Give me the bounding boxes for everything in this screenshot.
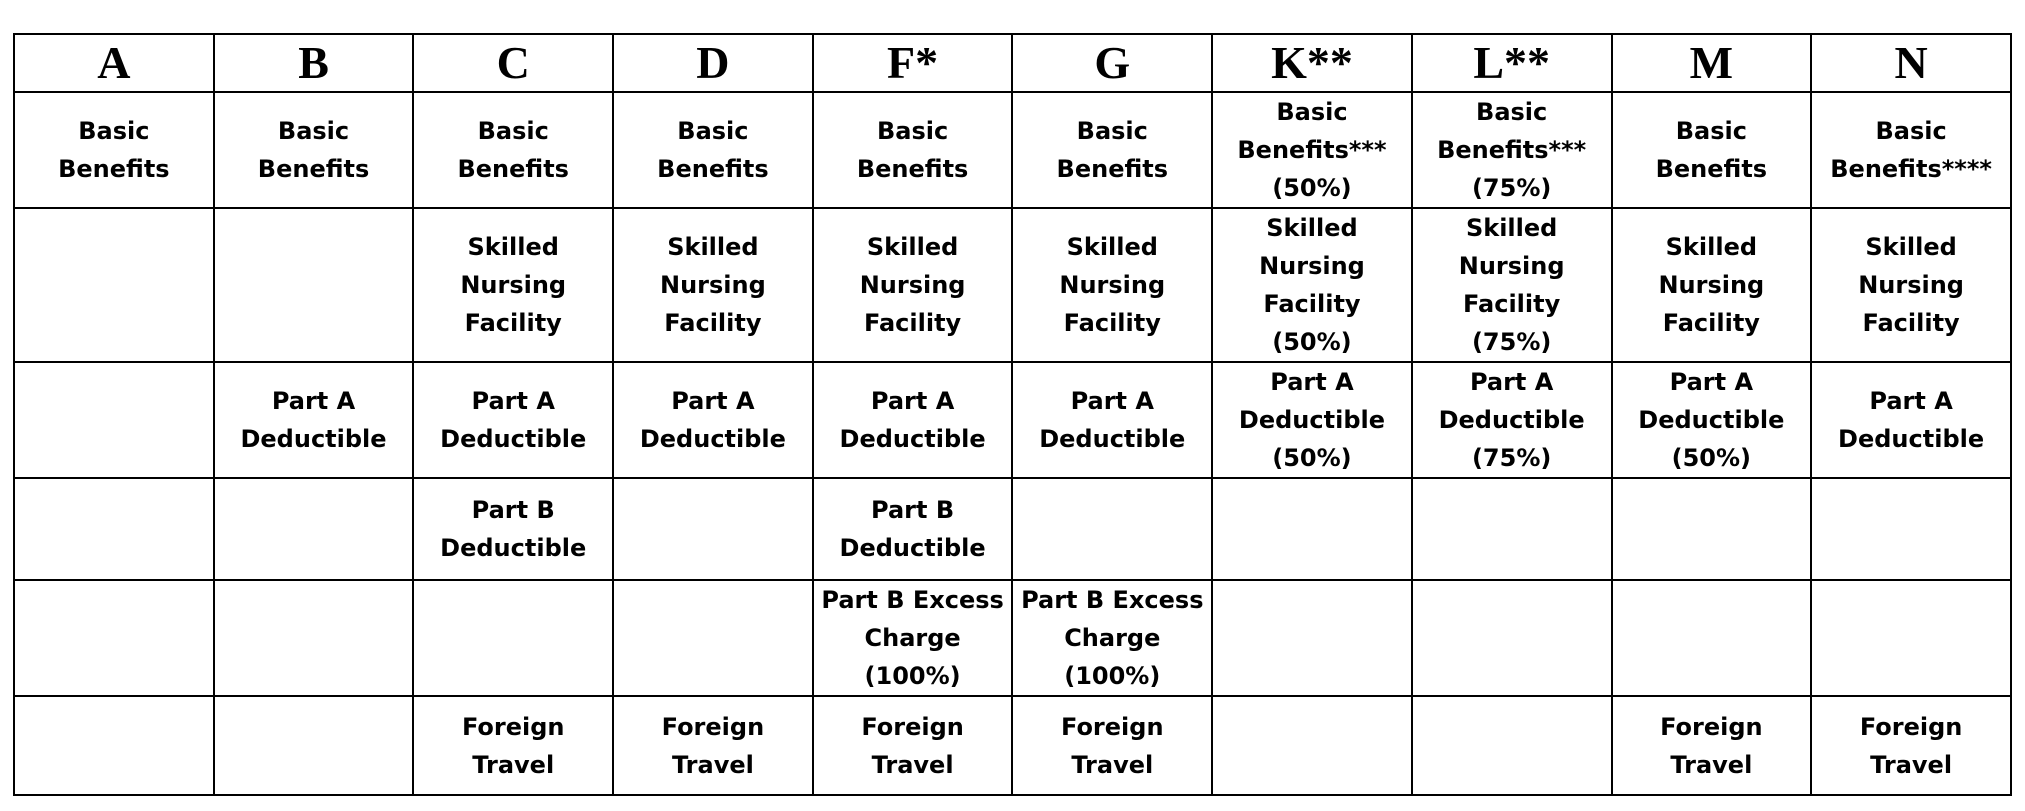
plan-header-c: C — [413, 34, 613, 92]
plan-header-g: G — [1012, 34, 1212, 92]
table-cell: Basic Benefits — [1012, 92, 1212, 208]
table-cell: Foreign Travel — [1012, 696, 1212, 795]
table-cell — [613, 580, 813, 696]
table-cell: Part B Deductible — [813, 478, 1013, 580]
plan-header-l: L** — [1412, 34, 1612, 92]
table-cell — [1212, 580, 1412, 696]
row-basic-benefits — [14, 92, 2011, 208]
table-cell: Part A Deductible — [413, 362, 613, 478]
table-cell: Skilled Nursing Facility — [613, 208, 813, 362]
table-cell — [1412, 580, 1612, 696]
table-cell — [14, 580, 214, 696]
table-cell: Basic Benefits — [214, 92, 414, 208]
header-row — [14, 34, 2011, 92]
table-cell: Part A Deductible — [1012, 362, 1212, 478]
plan-header-d: D — [613, 34, 813, 92]
table-cell: Skilled Nursing Facility — [413, 208, 613, 362]
table-cell — [1612, 478, 1812, 580]
table-cell — [14, 362, 214, 478]
table-cell — [1811, 580, 2011, 696]
plan-header-f: F* — [813, 34, 1013, 92]
plan-header-n: N — [1811, 34, 2011, 92]
table-cell — [214, 478, 414, 580]
table-cell: Basic Benefits — [1612, 92, 1812, 208]
table-cell: Part A Deductible (50%) — [1212, 362, 1412, 478]
table-cell: Part A Deductible — [1811, 362, 2011, 478]
table-cell — [1612, 580, 1812, 696]
table-cell: Part A Deductible — [613, 362, 813, 478]
table-cell — [413, 580, 613, 696]
table-cell: Basic Benefits — [14, 92, 214, 208]
row-part-b-excess-charge — [14, 580, 2011, 696]
table-cell: Part A Deductible — [214, 362, 414, 478]
plan-header-m: M — [1612, 34, 1812, 92]
table-cell — [613, 478, 813, 580]
table-cell: Basic Benefits*** (50%) — [1212, 92, 1412, 208]
table-cell: Basic Benefits**** — [1811, 92, 2011, 208]
row-part-b-deductible — [14, 478, 2011, 580]
table-cell: Foreign Travel — [1612, 696, 1812, 795]
table-cell: Skilled Nursing Facility — [1811, 208, 2011, 362]
table-cell: Skilled Nursing Facility (75%) — [1412, 208, 1612, 362]
table-cell: Part A Deductible (75%) — [1412, 362, 1612, 478]
table-cell: Skilled Nursing Facility (50%) — [1212, 208, 1412, 362]
table-cell: Skilled Nursing Facility — [813, 208, 1013, 362]
table-cell: Foreign Travel — [813, 696, 1013, 795]
table-cell — [214, 696, 414, 795]
plan-header-k: K** — [1212, 34, 1412, 92]
table-cell: Part A Deductible — [813, 362, 1013, 478]
plan-header-b: B — [214, 34, 414, 92]
table-cell: Part B Excess Charge (100%) — [813, 580, 1013, 696]
table-cell — [14, 208, 214, 362]
table-cell: Foreign Travel — [613, 696, 813, 795]
table-cell: Basic Benefits — [613, 92, 813, 208]
row-skilled-nursing — [14, 208, 2011, 362]
table-cell — [14, 696, 214, 795]
table-cell: Part A Deductible (50%) — [1612, 362, 1812, 478]
table-cell — [1412, 478, 1612, 580]
table-cell — [1212, 478, 1412, 580]
table-cell: Part B Excess Charge (100%) — [1012, 580, 1212, 696]
table-cell: Basic Benefits*** (75%) — [1412, 92, 1612, 208]
table-cell — [214, 208, 414, 362]
table-cell: Basic Benefits — [813, 92, 1013, 208]
table-cell: Foreign Travel — [413, 696, 613, 795]
table-cell — [214, 580, 414, 696]
table-cell: Part B Deductible — [413, 478, 613, 580]
table-cell: Foreign Travel — [1811, 696, 2011, 795]
table-cell: Skilled Nursing Facility — [1012, 208, 1212, 362]
table-cell — [1212, 696, 1412, 795]
table-cell — [1412, 696, 1612, 795]
table-cell — [1012, 478, 1212, 580]
row-part-a-deductible — [14, 362, 2011, 478]
plan-header-a: A — [14, 34, 214, 92]
table-cell — [1811, 478, 2011, 580]
table-cell — [14, 478, 214, 580]
table-cell: Basic Benefits — [413, 92, 613, 208]
row-foreign-travel — [14, 696, 2011, 795]
table-cell: Skilled Nursing Facility — [1612, 208, 1812, 362]
medigap-plan-benefits-table — [13, 33, 2012, 796]
